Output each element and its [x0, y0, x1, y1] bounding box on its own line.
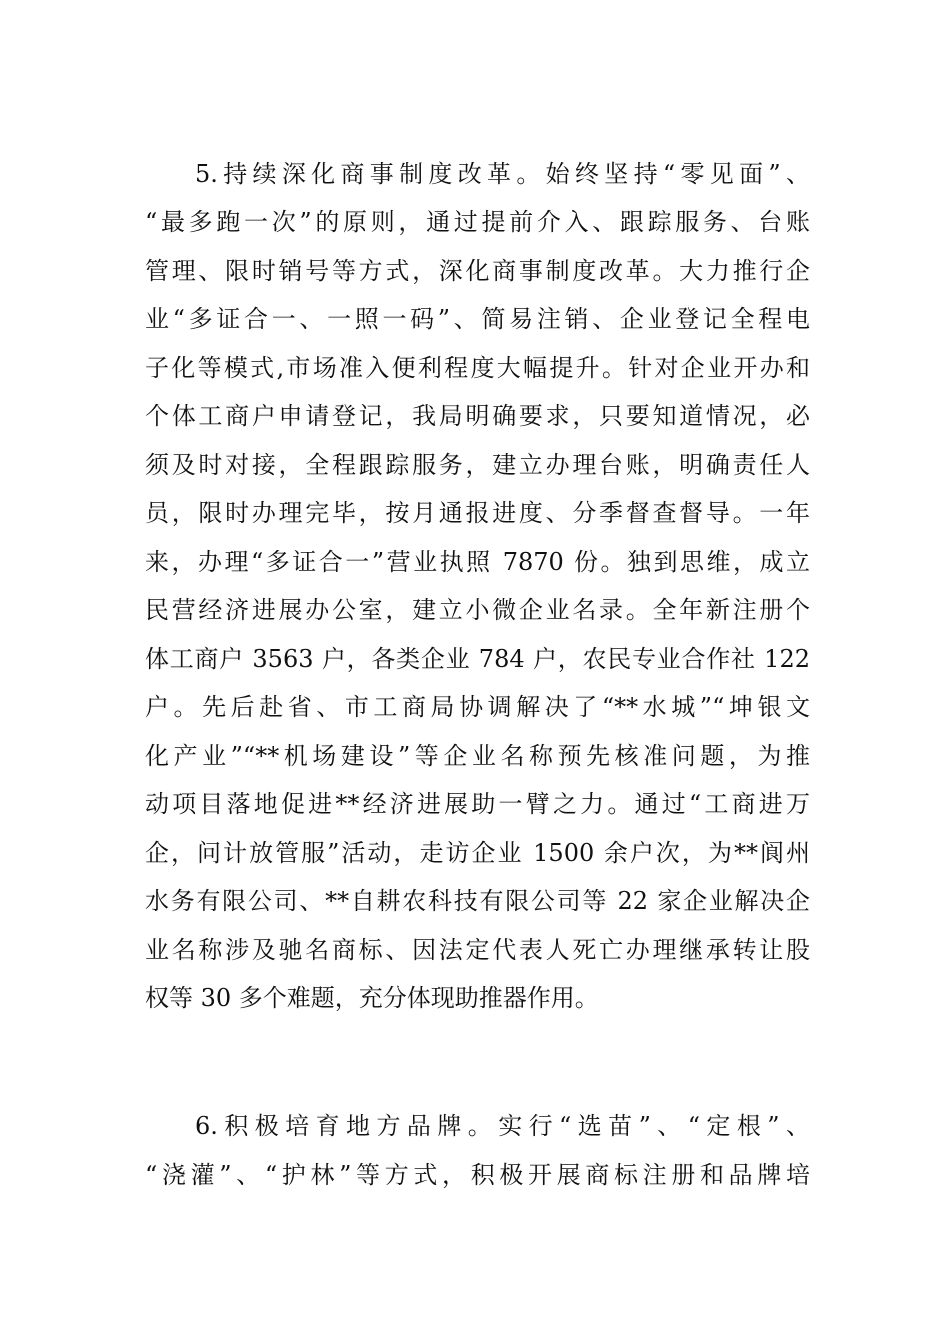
- paragraph-5-line-1: 5.持续深化商事制度改革。始终坚持“零见面”、: [195, 160, 810, 188]
- paragraph-5-line-15: 企，问计放管服”活动，走访企业 1500 余户次，为**阆州: [145, 839, 810, 867]
- paragraph-5-line-18: 权等 30 多个难题，充分体现助推器作用。: [145, 984, 599, 1012]
- paragraph-6-line-2: “浇灌”、“护林”等方式，积极开展商标注册和品牌培: [145, 1161, 810, 1189]
- paragraph-6-line-1: 6.积极培育地方品牌。实行“选苗”、“定根”、: [195, 1112, 810, 1140]
- paragraph-5-line-9: 来，办理“多证合一”营业执照 7870 份。独到思维，成立: [145, 548, 810, 576]
- paragraph-5-line-3: 管理、限时销号等方式，深化商事制度改革。大力推行企: [145, 257, 810, 285]
- paragraph-5-line-4: 业“多证合一、一照一码”、简易注销、企业登记全程电: [145, 305, 810, 333]
- paragraph-5-line-6: 个体工商户申请登记，我局明确要求，只要知道情况，必: [145, 402, 810, 430]
- paragraph-5-line-17: 业名称涉及驰名商标、因法定代表人死亡办理继承转让股: [145, 936, 810, 964]
- paragraph-5-line-12: 户。先后赴省、市工商局协调解决了“**水城”“坤银文: [145, 693, 810, 721]
- paragraph-5-line-13: 化产业”“**机场建设”等企业名称预先核准问题，为推: [145, 742, 810, 770]
- paragraph-5-line-7: 须及时对接，全程跟踪服务，建立办理台账，明确责任人: [145, 451, 810, 479]
- paragraph-5-line-14: 动项目落地促进**经济进展助一臂之力。通过“工商进万: [145, 790, 810, 818]
- paragraph-5-line-11: 体工商户 3563 户，各类企业 784 户，农民专业合作社 122: [145, 645, 810, 673]
- paragraph-5-line-16: 水务有限公司、**自耕农科技有限公司等 22 家企业解决企: [145, 887, 810, 915]
- paragraph-5-line-2: “最多跑一次”的原则，通过提前介入、跟踪服务、台账: [145, 208, 810, 236]
- paragraph-5-line-5: 子化等模式,市场准入便利程度大幅提升。针对企业开办和: [145, 354, 810, 382]
- paragraph-5-line-8: 员，限时办理完毕，按月通报进度、分季督查督导。一年: [145, 499, 810, 527]
- paragraph-5-line-10: 民营经济进展办公室，建立小微企业名录。全年新注册个: [145, 596, 810, 624]
